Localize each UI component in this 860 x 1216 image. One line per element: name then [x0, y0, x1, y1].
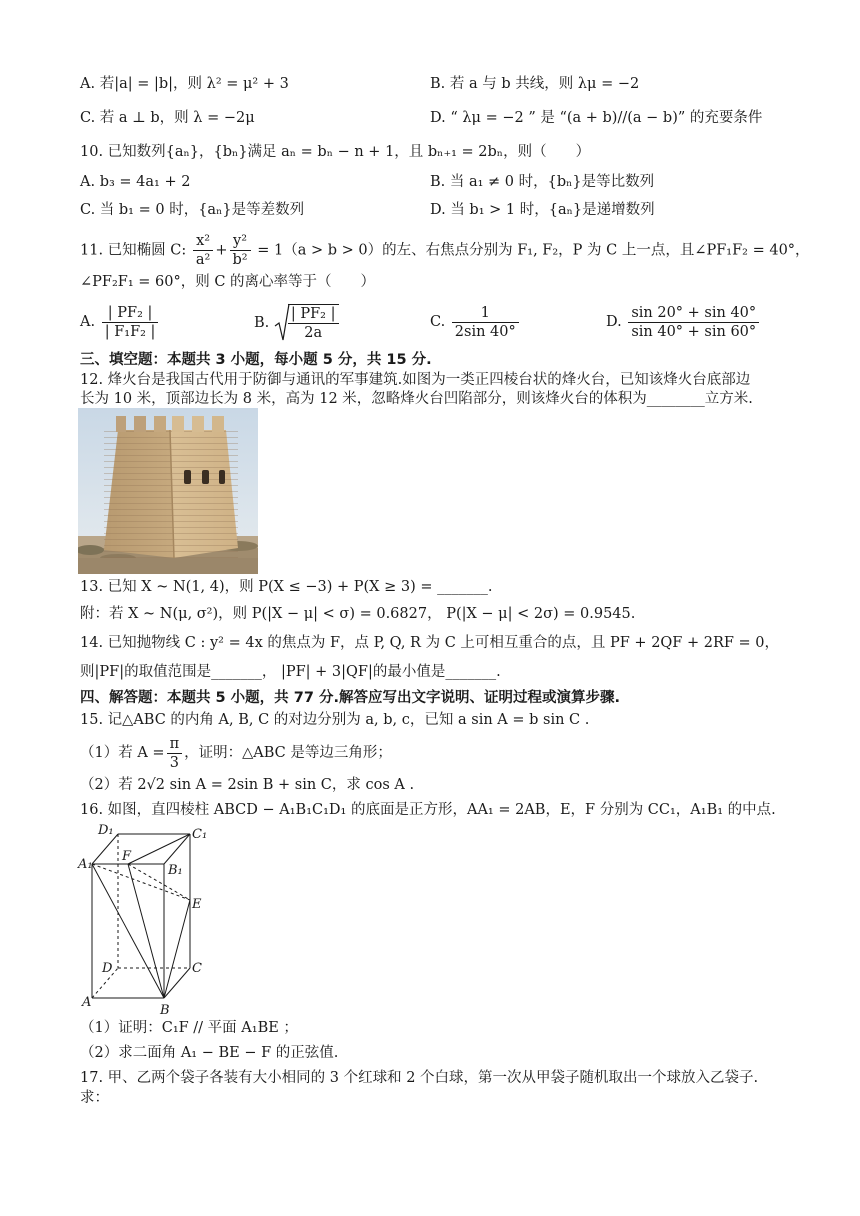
q11-option-c-frac [452, 304, 519, 341]
q11-stem-prefix: 11. 已知椭圆 C: [80, 242, 187, 259]
label-a: A [82, 995, 92, 1010]
q13-line1: 13. 已知 X ~ N(1, 4)，则 P(X ≤ −3) + P(X ≥ 3) = _______. [80, 579, 493, 595]
q15-part2: （2）若 2√2 sin A = 2sin B + sin C，求 cos A . [80, 777, 415, 793]
q17-line2: 求： [80, 1090, 109, 1106]
q9-option-a: A. 若|a| = |b|，则 λ² = μ² + 3 [80, 76, 289, 92]
section-4-heading: 四、解答题：本题共 5 小题，共 77 分.解答应写出文字说明、证明过程或演算步骤. [80, 690, 620, 706]
q11-option-b-label: B. [254, 315, 270, 331]
q11-option-b-num: | PF₂ | [288, 305, 339, 324]
q15-stem: 15. 记△ABC 的内角 A, B, C 的对边分别为 a, b, c，已知 a sin A = b sin C . [80, 712, 590, 728]
q15-part1-num: π [167, 735, 183, 754]
q10-option-d: D. 当 b₁ > 1 时，{aₙ}是递增数列 [430, 202, 655, 218]
q17-line1: 17. 甲、乙两个袋子各装有大小相同的 3 个红球和 2 个白球，第一次从甲袋子随机取出一个球放入乙袋子. [80, 1070, 759, 1086]
q11-option-a-den: | F₁F₂ | [104, 323, 156, 340]
label-c1: C₁ [192, 827, 208, 842]
label-f: F [122, 849, 132, 864]
q11-option-d-frac [628, 304, 759, 341]
section-3-heading: 三、填空题：本题共 3 小题，每小题 5 分，共 15 分. [80, 352, 432, 368]
q11-option-a-frac [102, 304, 159, 341]
q11-frac-y-den: b² [232, 252, 248, 268]
q10-stem: 10. 已知数列{aₙ}，{bₙ}满足 aₙ = bₙ − n + 1，且 bₙ₊₁ = 2bₙ，则（ ） [80, 144, 591, 160]
label-e: E [192, 897, 202, 912]
q11-option-c-num: 1 [452, 304, 519, 323]
q16-part2: （2）求二面角 A₁ − BE − F 的正弦值. [80, 1045, 339, 1061]
q11-option-c-label: C. [430, 314, 446, 330]
q16-part1: （1）证明：C₁F // 平面 A₁BE ； [80, 1020, 298, 1036]
q11-option-b [254, 302, 341, 344]
q11-option-a [80, 302, 160, 342]
q14-line2: 则|PF|的取值范围是_______， |PF| + 3|QF|的最小值是_______. [80, 664, 501, 680]
beacon-tower-photo [78, 408, 258, 574]
q10-option-a: A. b₃ = 4a₁ + 2 [80, 174, 191, 190]
q13-line2: 附：若 X ~ N(μ, σ²)，则 P(|X − μ| < σ) = 0.6827， P(|X − μ| < 2σ) = 0.9545. [80, 606, 636, 622]
q11-stem [80, 232, 810, 269]
q11-option-b-frac [288, 304, 339, 342]
label-c: C [192, 961, 202, 976]
q16-stem: 16. 如图，直四棱柱 ABCD − A₁B₁C₁D₁ 的底面是正方形，AA₁ = 2AB，E，F 分别为 CC₁，A₁B₁ 的中点. [80, 802, 776, 818]
label-d1: D₁ [98, 823, 114, 838]
q15-part1-den: 3 [169, 754, 179, 771]
q15-part1 [80, 734, 392, 772]
q15-part1-frac [167, 735, 183, 772]
q15-part1-suffix: ，证明：△ABC 是等边三角形； [184, 745, 392, 761]
label-d: D [102, 961, 113, 976]
q10-option-b: B. 当 a₁ ≠ 0 时，{bₙ}是等比数列 [430, 174, 655, 190]
label-b: B [160, 1003, 170, 1018]
label-b1: B₁ [168, 863, 183, 878]
q9-option-d: D. “ λμ = −2 ” 是 “(a + b)//(a − b)” 的充要条件 [430, 110, 763, 126]
q11-frac-x [193, 232, 213, 269]
q11-option-a-label: A. [80, 314, 96, 330]
q11-plus: + [215, 242, 228, 259]
q11-option-a-num: | PF₂ | [102, 304, 159, 323]
q10-option-c: C. 当 b₁ = 0 时，{aₙ}是等差数列 [80, 202, 305, 218]
q11-frac-x-den: a² [195, 252, 211, 268]
label-a1: A₁ [78, 857, 93, 872]
q11-line2: ∠PF₂F₁ = 60°，则 C 的离心率等于（ ） [80, 274, 376, 290]
prism-figure [78, 822, 218, 1018]
q12-line2: 长为 10 米，顶部边长为 8 米，高为 12 米，忽略烽火台凹陷部分，则该烽火台的体积为________立方米. [80, 391, 753, 407]
q14-line1: 14. 已知抛物线 C : y² = 4x 的焦点为 F，点 P, Q, R 为 C 上可相互重合的点，且 PF + 2QF + 2RF = 0， [80, 635, 780, 651]
q11-stem-suffix: = 1（a > b > 0）的左、右焦点分别为 F₁, F₂，P 为 C 上一点，且∠PF₁F₂ = 40°， [257, 242, 810, 259]
q11-option-d-num: sin 20° + sin 40° [628, 304, 759, 323]
q11-option-b-den: 2a [304, 325, 323, 341]
q15-part1-prefix: （1）若 A = [80, 745, 165, 761]
q11-option-d-label: D. [606, 314, 622, 330]
q11-frac-y [230, 232, 251, 269]
q11-option-d [606, 302, 761, 342]
q11-frac-x-num: x² [193, 232, 213, 251]
q9-option-c: C. 若 a ⊥ b，则 λ = −2μ [80, 110, 255, 126]
q11-frac-y-num: y² [230, 232, 251, 251]
q9-option-b: B. 若 a 与 b 共线，则 λμ = −2 [430, 76, 640, 92]
q11-option-c-den: 2sin 40° [454, 323, 516, 340]
q12-line1: 12. 烽火台是我国古代用于防御与通讯的军事建筑.如图为一类正四棱台状的烽火台，已知该烽火台底部边 [80, 372, 751, 388]
q11-option-d-den: sin 40° + sin 60° [631, 323, 757, 340]
q11-option-c [430, 302, 521, 342]
